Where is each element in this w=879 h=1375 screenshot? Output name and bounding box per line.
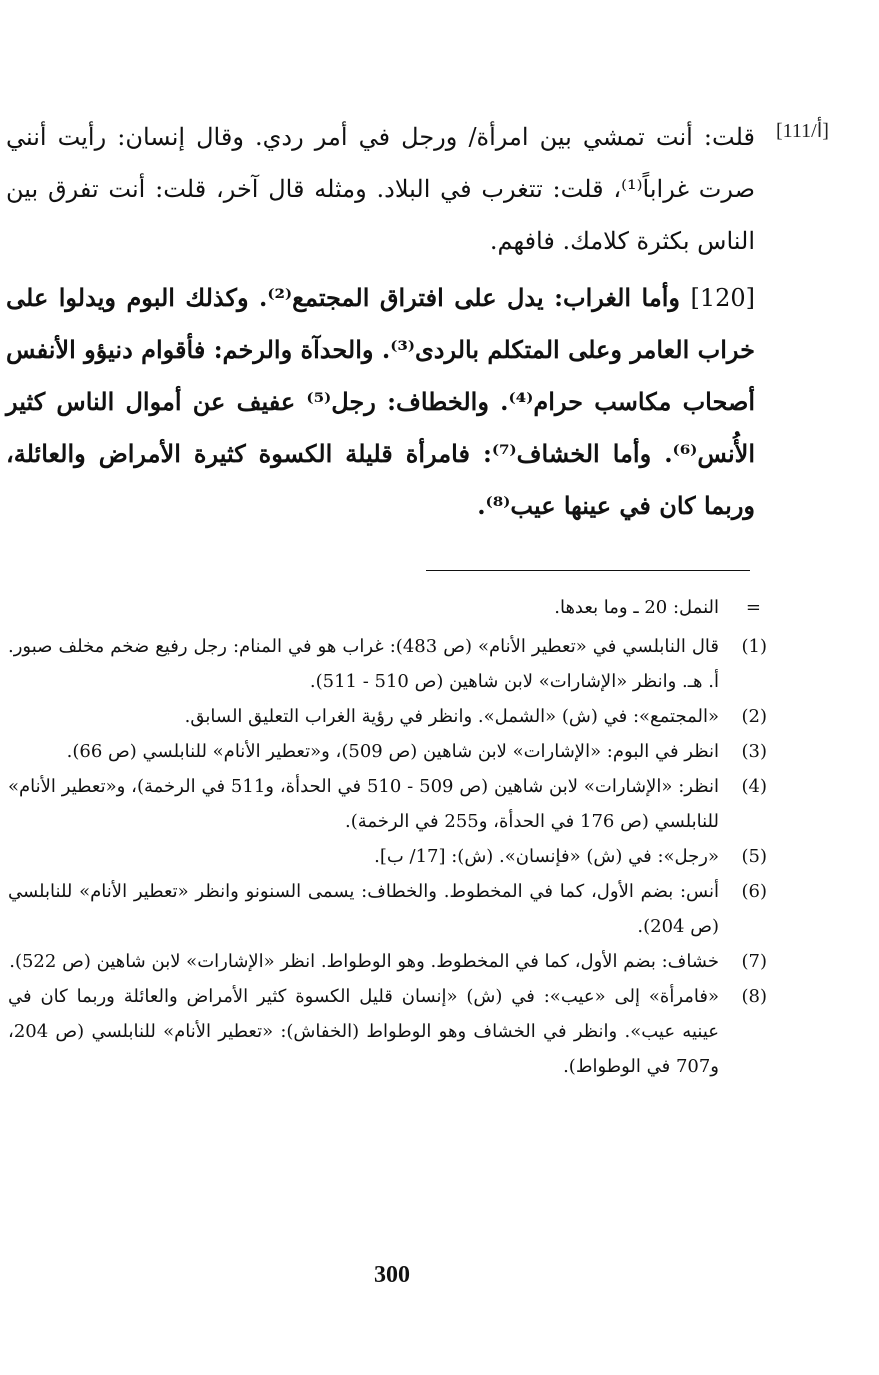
footnote-separator xyxy=(426,570,750,571)
paragraph-2-text: وأما الغراب: يدل على افتراق المجتمع⁽²⁾. وكذلك البوم ويدلوا على خراب العامر وعلى المتكلم بالردى⁽³⁾. والحدآة والرخم: فأقوام دنيؤو الأنفس أصحاب مكاسب حرام⁽⁴⁾. والخطاف: رجل⁽⁵⁾ عفيف عن أموال الناس كثير الأُنس⁽⁶⁾. وأما الخشاف⁽⁷⁾: فامرأة قليلة الكسوة كثيرة الأمراض والعائلة، وربما كان في عينها عيب⁽⁸⁾. xyxy=(6,283,756,520)
footnote-7 xyxy=(8,944,767,979)
continuation-mark: = xyxy=(745,597,761,618)
footnote-5 xyxy=(8,839,767,874)
body-paragraph-1: قلت: أنت تمشي بين امرأة/ ورجل في أمر ردي. وقال إنسان: رأيت أنني صرت غراباً⁽¹⁾، قلت: تتغرب في البلاد. ومثله قال آخر، قلت: أنت تفرق بين الناس بكثرة كلامك. فافهم. xyxy=(6,123,755,255)
footnote-4 xyxy=(8,769,767,839)
footnote-number: (3) xyxy=(741,741,767,762)
manuscript-folio-ref: [111/أ] xyxy=(776,120,829,142)
footnote-1 xyxy=(8,629,767,699)
footnotes xyxy=(8,590,767,1084)
footnote-text: قال النابلسي في «تعطير الأنام» (ص 483): غراب هو في المنام: رجل رفيع ضخم مخلف صبور. أ. هـ. وانظر «الإشارات» لابن شاهين (ص 510 - 511). xyxy=(8,636,719,692)
body-paragraph-2 xyxy=(6,272,755,532)
footnote-6 xyxy=(8,874,767,944)
footnote-text: انظر في البوم: «الإشارات» لابن شاهين (ص 509)، و«تعطير الأنام» للنابلسي (ص 66). xyxy=(66,741,719,762)
footnote-text: انظر: «الإشارات» لابن شاهين (ص 509 - 510 في الحدأة، و511 في الرخمة)، و«تعطير الأنام» للنابلسي (ص 176 في الحدأة، و255 في الرخمة). xyxy=(8,776,719,832)
footnote-text: «المجتمع»: في (ش) «الشمل». وانظر في رؤية الغراب التعليق السابق. xyxy=(184,706,719,727)
footnote-number: (6) xyxy=(741,881,767,902)
footnote-number: (7) xyxy=(741,951,767,972)
footnote-2 xyxy=(8,699,767,734)
footnote-number: (2) xyxy=(741,706,767,727)
paragraph-number: [120] xyxy=(690,284,755,312)
footnote-text: أنس: بضم الأول، كما في المخطوط. والخطاف: يسمى السنونو وانظر «تعطير الأنام» للنابلسي (ص 204). xyxy=(8,881,719,937)
footnote-continuation xyxy=(8,590,767,625)
footnote-text: «رجل»: في (ش) «فإنسان». (ش): [17/ ب]. xyxy=(374,846,719,867)
footnote-number: (4) xyxy=(741,776,767,797)
page-number: 300 xyxy=(374,1262,410,1288)
footnote-3 xyxy=(8,734,767,769)
footnote-8 xyxy=(8,979,767,1084)
footnote-number: (8) xyxy=(741,986,767,1007)
footnote-text: خشاف: بضم الأول، كما في المخطوط. وهو الوطواط. انظر «الإشارات» لابن شاهين (ص 522). xyxy=(9,951,719,972)
continuation-text: النمل: 20 ـ وما بعدها. xyxy=(554,597,719,618)
footnote-text: «فامرأة» إلى «عيب»: في (ش) «إنسان قليل الكسوة كثير الأمراض والعائلة وربما كان في عينيه عيب». وانظر في الخشاف وهو الوطواط (الخفاش): «تعطير الأنام» للنابلسي (ص 204، و707 في الوطواط). xyxy=(8,986,719,1077)
footnote-number: (1) xyxy=(741,636,767,657)
footnote-number: (5) xyxy=(741,846,767,867)
